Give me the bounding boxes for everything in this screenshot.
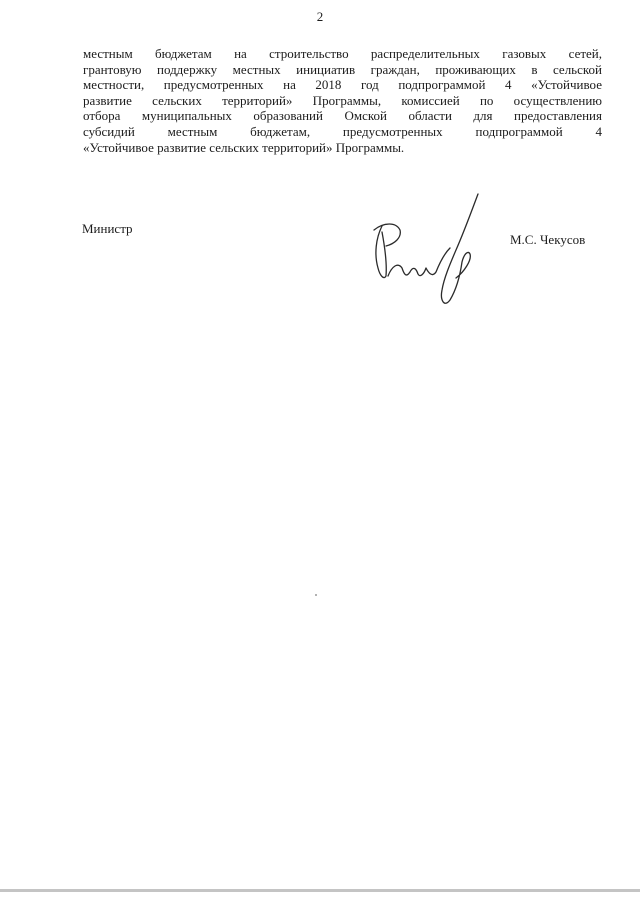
- scan-speck: [315, 594, 317, 596]
- page-number: 2: [316, 9, 324, 24]
- signer-position: Министр: [82, 221, 133, 236]
- handwritten-signature: [360, 188, 500, 318]
- body-line: «Устойчивое развитие сельских территорий» Программы.: [83, 139, 405, 155]
- body-line: субсидий местным бюджетам, предусмотренных подпрограммой 4: [83, 123, 602, 139]
- scan-edge-rule: [0, 889, 640, 892]
- signer-name: М.С. Чекусов: [510, 232, 586, 247]
- body-paragraph: [83, 46, 602, 155]
- body-line: местности, предусмотренных на 2018 год подпрограммой 4 «Устойчивое: [83, 77, 602, 93]
- body-line: грантовую поддержку местных инициатив граждан, проживающих в сельской: [83, 61, 602, 77]
- body-line: развитие сельских территорий» Программы, комиссией по осуществлению: [83, 92, 602, 108]
- body-line: отбора муниципальных образований Омской области для предоставления: [83, 108, 602, 124]
- body-line: местным бюджетам на строительство распределительных газовых сетей,: [83, 46, 602, 61]
